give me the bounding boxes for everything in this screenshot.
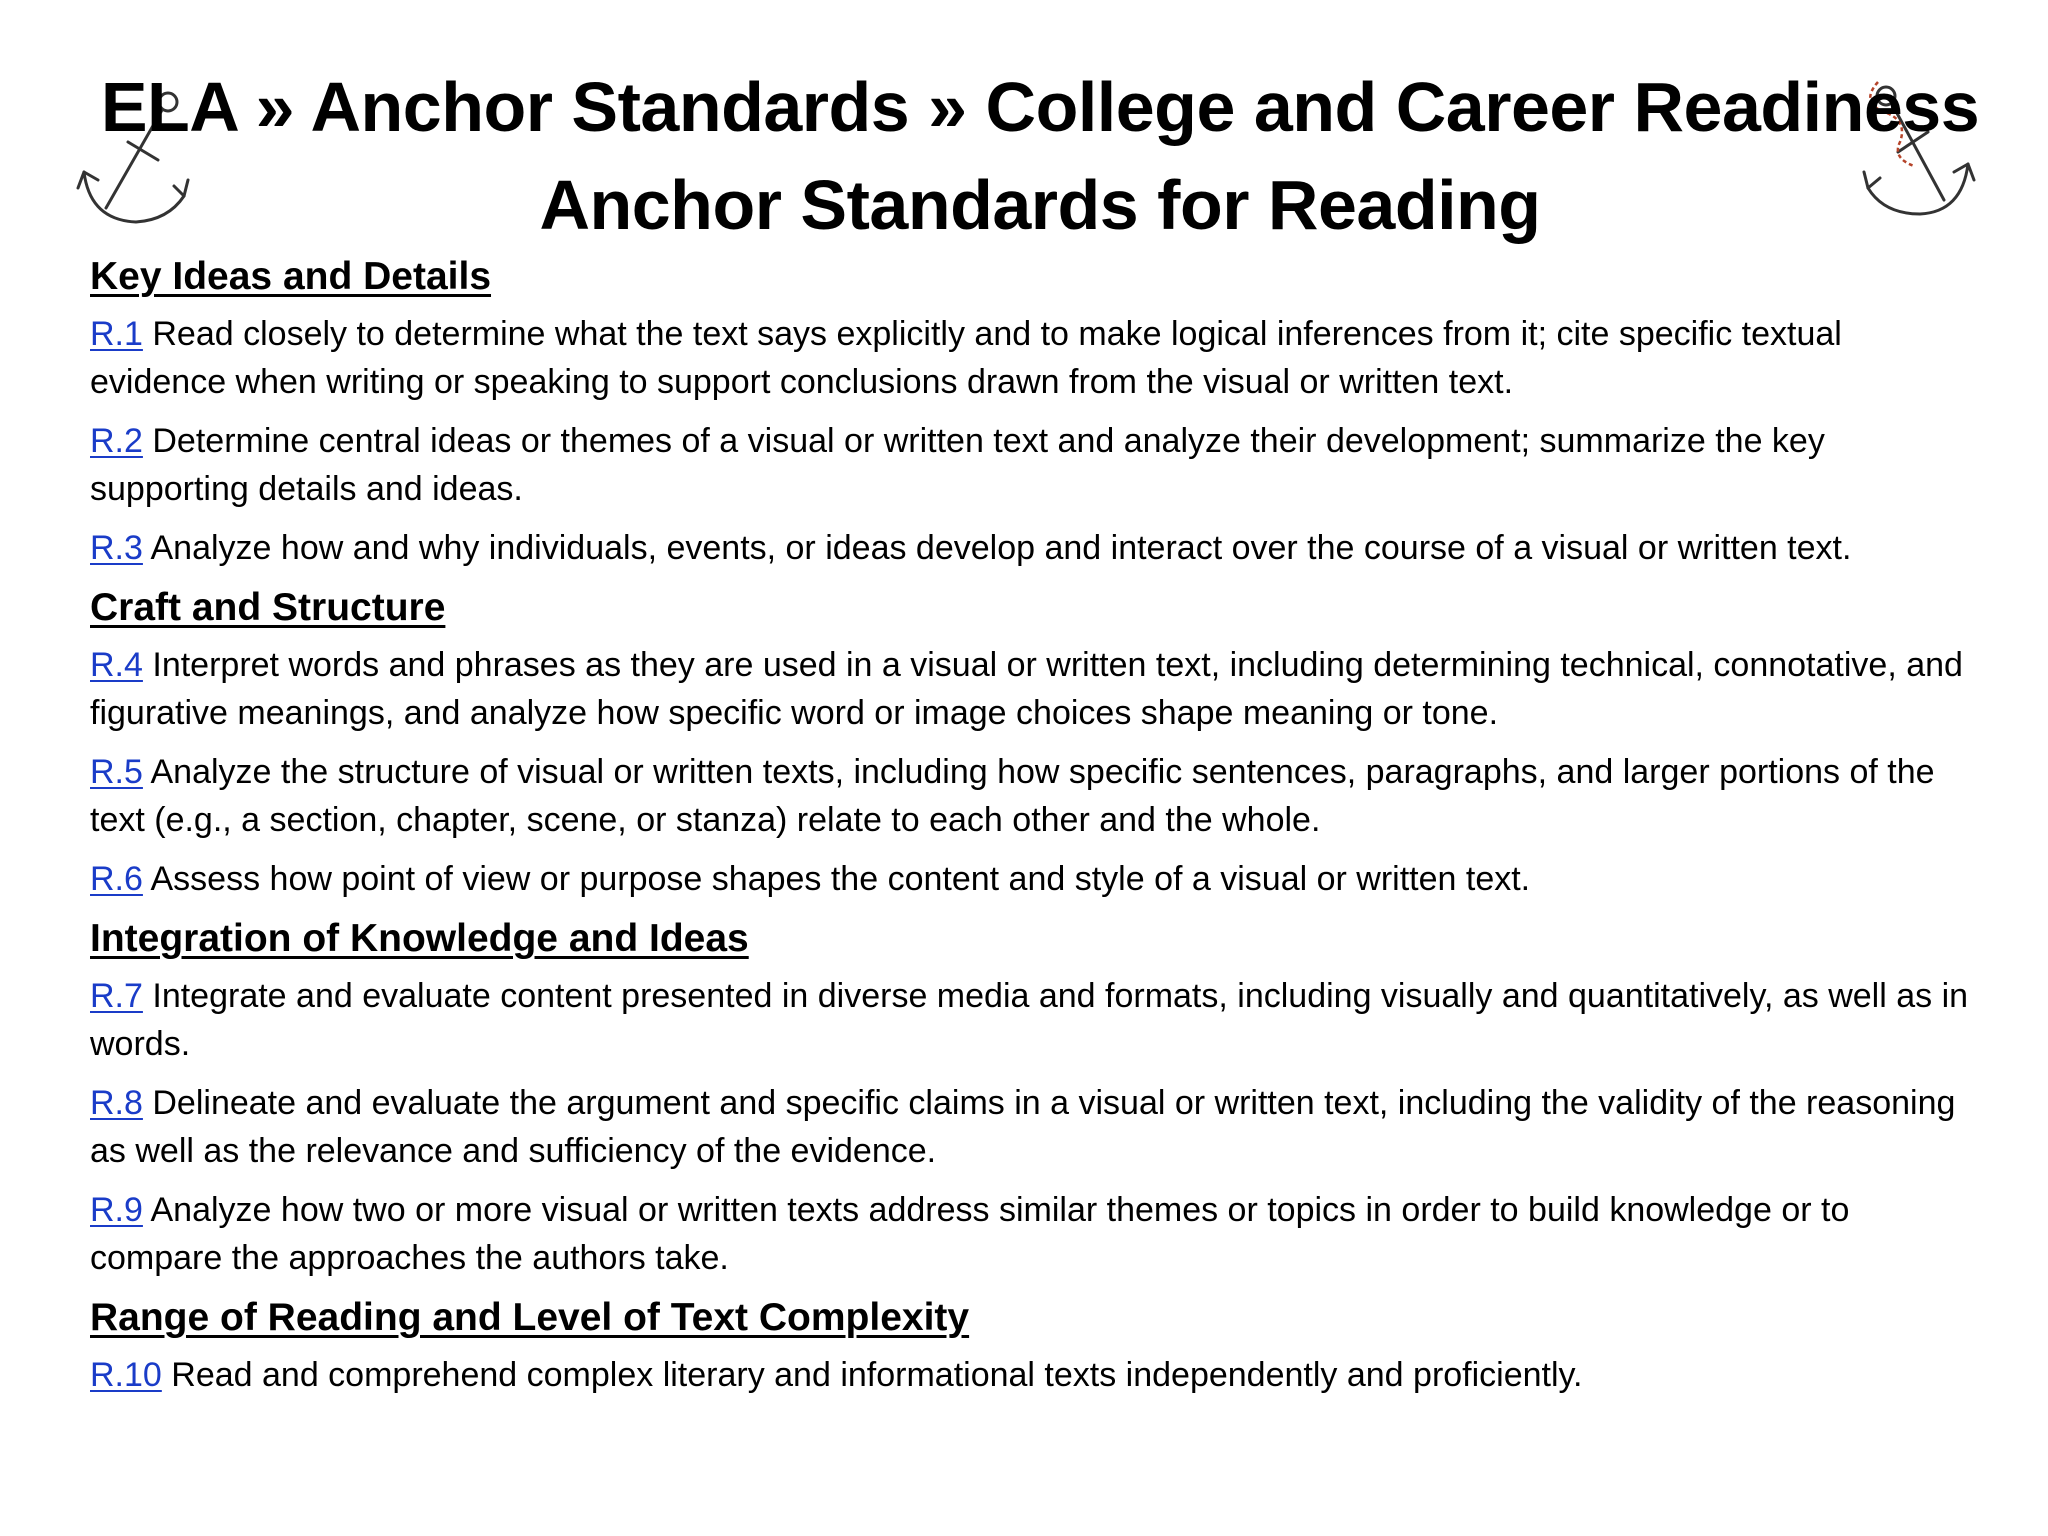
section-integration bbox=[90, 914, 1970, 1282]
standard-r5 bbox=[90, 748, 1970, 844]
section-heading: Key Ideas and Details bbox=[90, 255, 492, 298]
standard-link-r8[interactable]: R.8 bbox=[90, 1084, 143, 1122]
standard-r3 bbox=[90, 524, 1970, 572]
standard-link-r7[interactable]: R.7 bbox=[90, 977, 143, 1015]
standard-text: Read closely to determine what the text says explicitly and to make logical inferences from it; cite specific textual evidence when writing or speaking to support conclusions drawn from the visual or written text. bbox=[90, 315, 1842, 401]
standards-content bbox=[90, 252, 1970, 1410]
standard-link-r1[interactable]: R.1 bbox=[90, 315, 143, 353]
standard-text: Read and comprehend complex literary and informational texts independently and proficiently. bbox=[171, 1356, 1583, 1394]
standard-r8 bbox=[90, 1079, 1970, 1175]
section-craft-structure bbox=[90, 583, 1970, 903]
standard-r10 bbox=[90, 1351, 1970, 1399]
standard-text: Analyze how and why individuals, events, or ideas develop and interact over the course of a visual or written text. bbox=[150, 529, 1852, 567]
standard-link-r4[interactable]: R.4 bbox=[90, 646, 143, 684]
standard-text: Assess how point of view or purpose shapes the content and style of a visual or written text. bbox=[150, 860, 1531, 898]
standard-link-r3[interactable]: R.3 bbox=[90, 529, 143, 567]
section-heading: Range of Reading and Level of Text Complexity bbox=[90, 1296, 970, 1339]
standard-link-r2[interactable]: R.2 bbox=[90, 422, 143, 460]
section-heading: Integration of Knowledge and Ideas bbox=[90, 917, 749, 960]
standard-link-r10[interactable]: R.10 bbox=[90, 1356, 162, 1394]
standard-r4 bbox=[90, 641, 1970, 737]
standard-r1 bbox=[90, 310, 1970, 406]
standard-text: Interpret words and phrases as they are used in a visual or written text, including determining technical, connotative, and figurative meanings, and analyze how specific word or image choices shape meaning or tone. bbox=[90, 646, 1963, 732]
page-title bbox=[60, 58, 2020, 254]
section-key-ideas bbox=[90, 252, 1970, 572]
standard-text: Integrate and evaluate content presented in diverse media and formats, including visually and quantitatively, as well as in words. bbox=[90, 977, 1969, 1063]
standard-text: Analyze how two or more visual or written texts address similar themes or topics in order to build knowledge or to compare the approaches the authors take. bbox=[90, 1191, 1850, 1277]
standard-r6 bbox=[90, 855, 1970, 903]
standard-text: Determine central ideas or themes of a visual or written text and analyze their development; summarize the key supporting details and ideas. bbox=[90, 422, 1825, 508]
title-line-2: Anchor Standards for Reading bbox=[539, 166, 1541, 244]
standard-text: Delineate and evaluate the argument and specific claims in a visual or written text, including the validity of the reasoning as well as the relevance and sufficiency of the evidence. bbox=[90, 1084, 1956, 1170]
section-range-of-reading bbox=[90, 1293, 1970, 1399]
standard-r2 bbox=[90, 417, 1970, 513]
title-line-1: ELA » Anchor Standards » College and Career Readiness bbox=[100, 68, 1980, 146]
section-heading: Craft and Structure bbox=[90, 586, 446, 629]
standard-link-r6[interactable]: R.6 bbox=[90, 860, 143, 898]
standard-r7 bbox=[90, 972, 1970, 1068]
standard-link-r9[interactable]: R.9 bbox=[90, 1191, 143, 1229]
standard-link-r5[interactable]: R.5 bbox=[90, 753, 143, 791]
standard-r9 bbox=[90, 1186, 1970, 1282]
standard-text: Analyze the structure of visual or written texts, including how specific sentences, paragraphs, and larger portions of the text (e.g., a section, chapter, scene, or stanza) relate to each other and the whole. bbox=[90, 753, 1935, 839]
